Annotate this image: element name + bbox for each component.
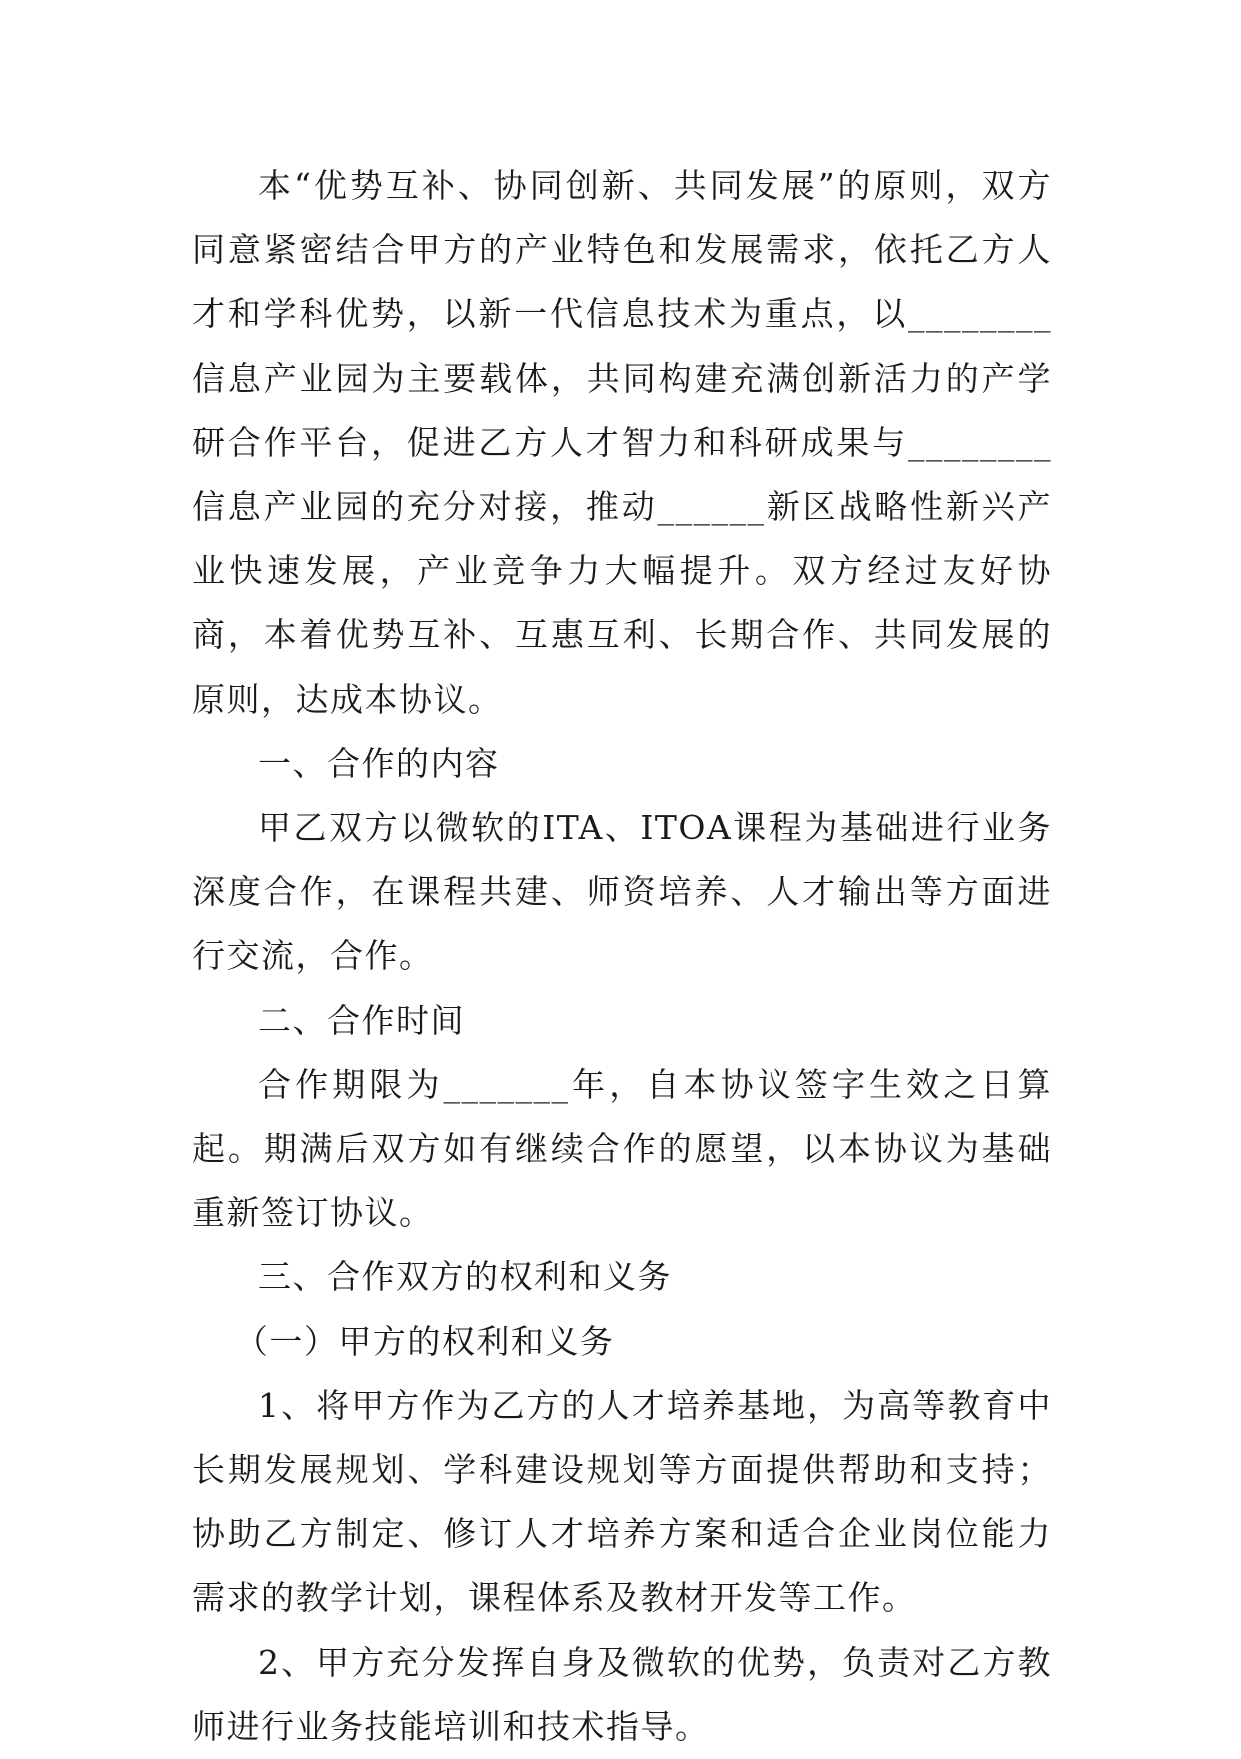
document-body: [192, 154, 1052, 1759]
intro-paragraph: 本“优势互补、协同创新、共同发展”的原则，双方同意紧密结合甲方的产业特色和发展需求，依托乙方人才和学科优势，以新一代信息技术为重点，以________信息产业园为主要载体，共同构建充满创新活力的产学研合作平台，促进乙方人才智力和科研成果与________信息产业园的充分对接，推动______新区战略性新兴产业快速发展，产业竞争力大幅提升。双方经过友好协商，本着优势互补、互惠互利、长期合作、共同发展的原则，达成本协议。: [192, 166, 1052, 719]
section-heading-rights-obligations: 三、合作双方的权利和义务: [258, 1257, 672, 1297]
section-heading-cooperation-time: 二、合作时间: [258, 1000, 465, 1040]
section-heading-cooperation-content: 一、合作的内容: [258, 743, 500, 783]
cooperation-content-paragraph: 甲乙双方以微软的ITA、ITOA课程为基础进行业务深度合作，在课程共建、师资培养、人才输出等方面进行交流，合作。: [192, 808, 1052, 976]
cooperation-time-paragraph: 合作期限为_______年，自本协议签字生效之日算起。期满后双方如有继续合作的愿望，以本协议为基础重新签订协议。: [192, 1064, 1052, 1233]
clause-2-paragraph: 2、甲方充分发挥自身及微软的优势，负责对乙方教师进行业务技能培训和技术指导。: [192, 1642, 1052, 1746]
clause-1-paragraph: 1、将甲方作为乙方的人才培养基地，为高等教育中长期发展规划、学科建设规划等方面提供帮助和支持；协助乙方制定、修订人才培养方案和适合企业岗位能力需求的教学计划，课程体系及教材开发等工作。: [192, 1385, 1052, 1618]
subsection-heading-party-a: （一）甲方的权利和义务: [234, 1321, 615, 1361]
